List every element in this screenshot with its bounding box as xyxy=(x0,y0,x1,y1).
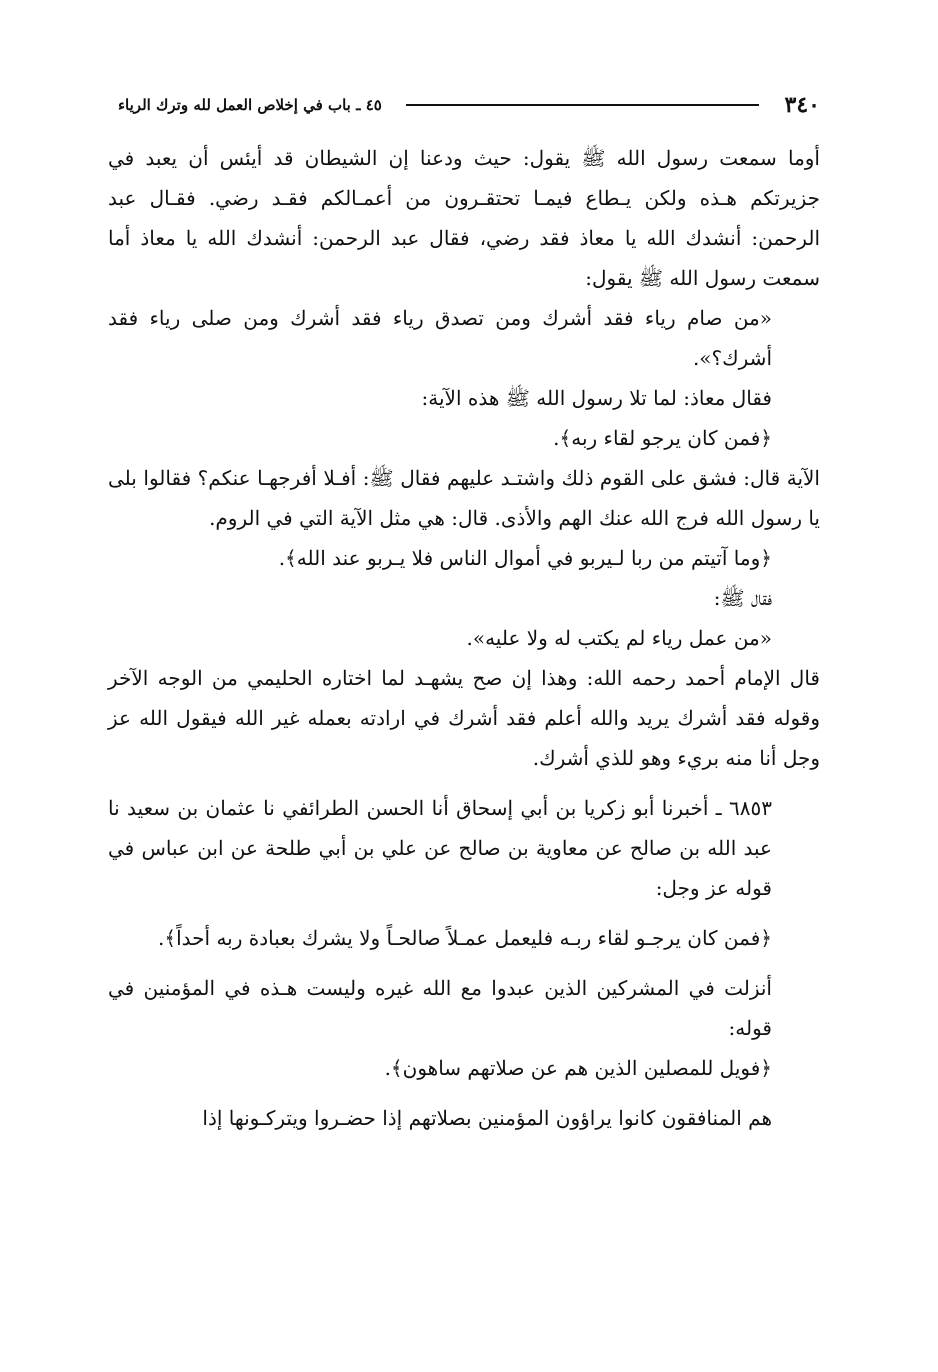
paragraph: أوما سمعت رسول الله ﷺ يقول: حيث ودعنا إن الشيطان قد أيئس أن يعبد في جزيرتكم هـذه ولكن يـطاع فيمـا تحتقـرون من أعمـالكم فقـد رضي. فقـال عبد الرحمن: أنشدك الله يا معاذ فقد رضي، فقال عبد الرحمن: أنشدك الله يا معاذ أما سمعت رسول الله ﷺ يقول: xyxy=(108,146,820,290)
quran-verse: ﴿فمن كان يرجـو لقاء ربـه فليعمل عمـلاً صالحـاً ولا يشرك بعبادة ربه أحداً﴾. xyxy=(158,926,772,950)
hadith-quote: «من صام رياء فقد أشرك ومن تصدق رياء فقد أشرك ومن صلى رياء فقد أشرك؟». xyxy=(108,306,772,370)
paragraph: أنزلت في المشركين الذين عبدوا مع الله غيره وليست هـذه في المؤمنين في قوله: xyxy=(108,976,772,1040)
paragraph: فقال ﷺ: xyxy=(713,586,772,610)
quran-verse: ﴿فمن كان يرجو لقاء ربه﴾. xyxy=(553,426,772,450)
running-title: ٤٥ ـ باب في إخلاص العمل لله وترك الرياء xyxy=(118,96,382,114)
paragraph: هم المنافقون كانوا يراؤون المؤمنين بصلاتهم إذا حضـروا ويتركـونها إذا xyxy=(202,1106,772,1130)
hadith-entry: ٦٨٥٣ ـ أخبرنا أبو زكريا بن أبي إسحاق أنا الحسن الطرائفي نا عثمان بن سعيد نا عبد الله بن صالح عن معاوية بن صالح عن علي بن أبي طلحة عن ابن عباس في قوله عز وجل: xyxy=(108,796,772,900)
quran-verse: ﴿وما آتيتم من ربا لـيربو في أموال الناس فلا يـربو عند الله﴾. xyxy=(278,546,772,570)
paragraph: قال الإمام أحمد رحمه الله: وهذا إن صح يشهـد لما اختاره الحليمي من الوجه الآخر وقوله فقد أشرك يريد والله أعلم فقد أشرك في ارادته بعمله غير الله فيقول الله عز وجل أنا منه بريء وهو للذي أشرك. xyxy=(108,666,820,770)
page-number: ٣٤٠ xyxy=(784,92,820,118)
hadith-quote: «من عمل رياء لم يكتب له ولا عليه». xyxy=(466,626,772,650)
paragraph: فقال معاذ: لما تلا رسول الله ﷺ هذه الآية: xyxy=(421,386,772,410)
paragraph: الآية قال: فشق على القوم ذلك واشتـد عليهم فقال ﷺ: أفـلا أفرجهـا عنكم؟ فقالوا بلى يا رسول الله فرج الله عنك الهم والأذى. قال: هي مثل الآية التي في الروم. xyxy=(108,466,820,530)
quran-verse: ﴿فويل للمصلين الذين هم عن صلاتهم ساهون﴾. xyxy=(384,1056,772,1080)
page-body xyxy=(108,138,820,1138)
header-rule xyxy=(406,104,759,106)
page-header xyxy=(118,88,820,122)
